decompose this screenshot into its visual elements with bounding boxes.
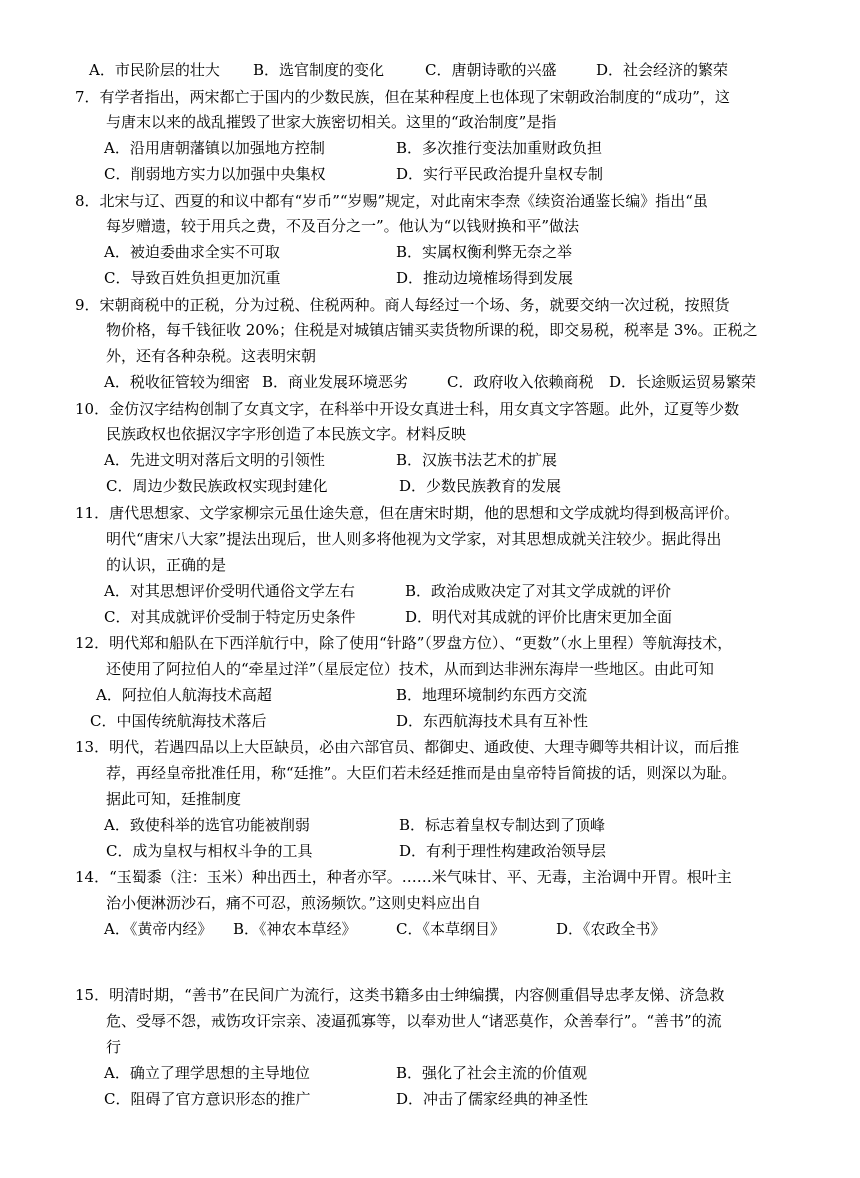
option-b: B．汉族书法艺术的扩展 <box>396 451 558 469</box>
question-stem: 据此可知，廷推制度 <box>106 790 242 808</box>
option-c: C．导致百姓负担更加沉重 <box>104 269 281 287</box>
question-stem: 每岁赠遗，较于用兵之费，不及百分之一”。他认为“以钱财换和平”做法 <box>106 217 580 235</box>
option-b: B．《神农本草经》 <box>233 920 357 938</box>
question-stem: 行 <box>106 1038 122 1056</box>
option-c: C．中国传统航海技术落后 <box>90 712 267 730</box>
question-stem: 民族政权也依据汉字字形创造了本民族文字。材料反映 <box>106 425 467 443</box>
option-b: B．标志着皇权专制达到了顶峰 <box>399 816 606 834</box>
option-d: D．冲击了儒家经典的神圣性 <box>396 1090 589 1108</box>
question-stem: 危、受辱不怨，戒饬攻讦宗亲、凌逼孤寡等，以奉劝世人“诸恶莫作，众善奉行”。“善书”的流 <box>106 1012 722 1030</box>
question-stem: 的认识，正确的是 <box>106 556 227 574</box>
option-d: D．推动边境榷场得到发展 <box>396 269 574 287</box>
option-d: D．社会经济的繁荣 <box>596 61 729 79</box>
option-a: A．阿拉伯人航海技术高超 <box>96 686 272 704</box>
option-b: B．实属权衡利弊无奈之举 <box>396 243 573 261</box>
option-b: B．强化了社会主流的价值观 <box>396 1064 588 1082</box>
question-stem: 还使用了阿拉伯人的“牵星过洋”（星辰定位）技术，从而到达非洲东海岸一些地区。由此可知 <box>106 660 714 678</box>
option-c: C．削弱地方实力以加强中央集权 <box>104 165 326 183</box>
question-stem: 外，还有各种杂税。这表明宋朝 <box>106 347 317 365</box>
option-c: C．唐朝诗歌的兴盛 <box>425 61 557 79</box>
question-stem: 10．金仿汉字结构创制了女真文字，在科举中开设女真进士科，用女真文字答题。此外，辽夏等少数 <box>75 400 740 418</box>
question-stem: 11．唐代思想家、文学家柳宗元虽仕途失意，但在唐宋时期，他的思想和文学成就均得到极高评价。 <box>75 504 740 522</box>
question-stem: 9．宋朝商税中的正税，分为过税、住税两种。商人每经过一个场、务，就要交纳一次过税，按照货 <box>75 296 730 314</box>
option-c: C．周边少数民族政权实现封建化 <box>106 477 328 495</box>
option-d: D．有利于理性构建政治领导层 <box>399 842 607 860</box>
question-stem: 荐，再经皇帝批准任用，称“廷推”。大臣们若未经廷推而是由皇帝特旨简拔的话，则深以为耻。 <box>106 764 737 782</box>
option-a: A．《黄帝内经》 <box>104 920 213 938</box>
question-stem: 明代“唐宋八大家”提法出现后，世人则多将他视为文学家，对其思想成就关注较少。据此得出 <box>106 530 722 548</box>
option-d: D．明代对其成就的评价比唐宋更加全面 <box>405 608 673 626</box>
option-c: C．政府收入依赖商税 <box>447 373 594 391</box>
option-c: C．《本草纲目》 <box>396 920 505 938</box>
option-b: B．选官制度的变化 <box>253 61 385 79</box>
option-a: A．致使科举的选官功能被削弱 <box>104 816 310 834</box>
question-stem: 7．有学者指出，两宋都亡于国内的少数民族，但在某种程度上也体现了宋朝政治制度的“成功”，这 <box>75 88 730 106</box>
option-d: D．《农政全书》 <box>556 920 666 938</box>
option-c: C．阻碍了官方意识形态的推广 <box>104 1090 311 1108</box>
option-b: B．地理环境制约东西方交流 <box>396 686 588 704</box>
option-b: B．商业发展环境恶劣 <box>262 373 409 391</box>
question-stem: 14．“玉蜀黍（注：玉米）种出西土，种者亦罕。……米气味甘、平、无毒，主治调中开胃。根叶主 <box>75 868 732 886</box>
option-b: B．政治成败决定了对其文学成就的评价 <box>405 582 672 600</box>
question-stem: 8．北宋与辽、西夏的和议中都有“岁币”“岁赐”规定，对此南宋李焘《续资治通鉴长编》指出“虽 <box>75 192 708 210</box>
option-a: A．确立了理学思想的主导地位 <box>104 1064 310 1082</box>
option-b: B．多次推行变法加重财政负担 <box>396 139 603 157</box>
option-c: C．对其成就评价受制于特定历史条件 <box>104 608 356 626</box>
option-a: A．税收征管较为细密 <box>104 373 250 391</box>
option-a: A．先进文明对落后文明的引领性 <box>104 451 325 469</box>
question-stem: 治小便淋沥沙石，痛不可忍，煎汤频饮。”这则史料应出自 <box>106 894 482 912</box>
question-stem: 物价格，每千钱征收 20%；住税是对城镇店铺买卖货物所课的税，即交易税，税率是 3%。正税之 <box>106 321 758 339</box>
option-d: D．东西航海技术具有互补性 <box>396 712 589 730</box>
option-a: A．对其思想评价受明代通俗文学左右 <box>104 582 355 600</box>
option-a: A．市民阶层的壮大 <box>89 61 220 79</box>
option-a: A．被迫委曲求全实不可取 <box>104 243 280 261</box>
question-stem: 15．明清时期，“善书”在民间广为流行，这类书籍多由士绅编撰，内容侧重倡导忠孝友悌、济急救 <box>75 986 725 1004</box>
option-c: C．成为皇权与相权斗争的工具 <box>106 842 313 860</box>
option-d: D．实行平民政治提升皇权专制 <box>396 165 604 183</box>
question-stem: 13．明代，若遇四品以上大臣缺员，必由六部官员、都御史、通政使、大理寺卿等共相计议，而后推 <box>75 738 740 756</box>
question-stem: 12．明代郑和船队在下西洋航行中，除了使用“针路”（罗盘方位）、“更数”（水上里程）等航海技术， <box>75 634 733 652</box>
option-d: D．少数民族教育的发展 <box>399 477 562 495</box>
option-a: A．沿用唐朝藩镇以加强地方控制 <box>104 139 325 157</box>
option-d: D．长途贩运贸易繁荣 <box>609 373 757 391</box>
question-stem: 与唐末以来的战乱摧毁了世家大族密切相关。这里的“政治制度”是指 <box>106 113 557 131</box>
